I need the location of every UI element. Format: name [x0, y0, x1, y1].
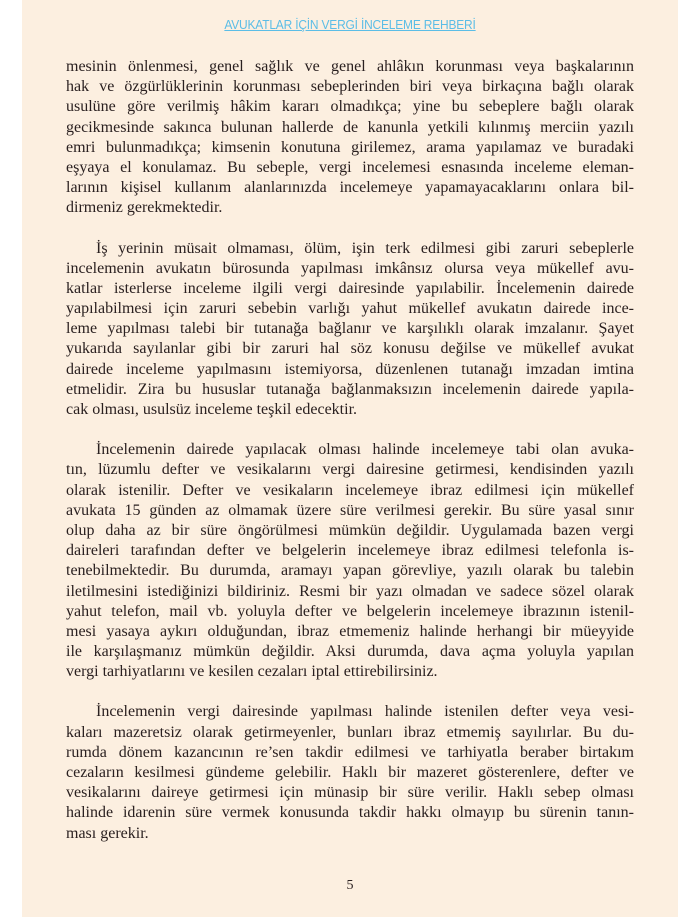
- text-line: gecikmesinde sakınca bulunan hallerde de kanunla yetkili kılınmış merciin yazılı: [66, 118, 634, 136]
- page-number: 5: [346, 878, 354, 893]
- text-line: yahut telefon, mail vb. yoluyla defter ve belgelerin incelemeye ibrazının istenil-: [66, 602, 634, 620]
- text-line: emri bulunmadıkça; kimsenin konutuna girilemez, arama yapılamaz ve buradaki: [66, 138, 634, 156]
- text-line: yukarıda sayılanlar gibi bir zaruri hal söz konusu değilse ve mükellef avukat: [66, 340, 634, 358]
- text-line: İncelemenin vergi dairesinde yapılması halinde istenilen defter veya vesi-: [96, 703, 634, 721]
- text-line: etmelidir. Zira bu hususlar tutanağa bağlanmaksızın incelemenin dairede yapıla-: [66, 380, 634, 398]
- document-page: [22, 0, 678, 917]
- text-line: mesinin önlenmesi, genel sağlık ve genel ahlâkın korunması veya başkalarının: [66, 58, 634, 75]
- text-line: olarak istenilir. Defter ve vesikaların incelemeye ibraz edilmesi için mükellef: [66, 481, 634, 499]
- text-line: yapılabilmesi için zaruri sebebin varlığı yahut mükellef avukatın dairede ince-: [66, 300, 634, 318]
- text-line: hak ve özgürlüklerinin korunması sebeplerinden biri veya birkaçına bağlı olarak: [66, 78, 634, 96]
- text-line: daireleri tarafından defter ve belgelerin incelemeye ibraz edilmesi telefonla is-: [66, 542, 634, 560]
- text-line: ile karşılaşmanız mümkün değildir. Aksi durumda, dava açma yoluyla yapılan: [66, 643, 634, 661]
- text-line: kaları mazeretsiz olarak getirmeyenler, bunları ibraz etmemiş sayılırlar. Bu du-: [66, 723, 634, 741]
- running-header: AVUKATLAR İÇİN VERGİ İNCELEME REHBERİ: [224, 17, 476, 32]
- text-line: mesi yasaya aykırı olduğundan, ibraz etmemeniz halinde herhangi bir müeyyide: [66, 622, 634, 640]
- text-line: iletilmesini istediğinizi bildiriniz. Resmi bir yazı olmadan ve sadece sözel olarak: [66, 582, 634, 600]
- text-line: vergi tarhiyatlarını ve kesilen cezaları iptal ettirebilirsiniz.: [66, 663, 438, 681]
- text-line: vesikalarını daireye getirmesi için münasip bir süre verilir. Haklı sebep olması: [66, 784, 634, 802]
- text-line: katlar isterlerse inceleme ilgili vergi dairesinde yapılabilir. İncelemenin dairede: [66, 279, 634, 297]
- paragraph: [66, 57, 634, 219]
- text-line: ması gerekir.: [66, 824, 149, 842]
- text-line: leme yapılması talebi bir tutanağa bağlanır ve karşılıklı olarak imzalanır. Şayet: [66, 320, 634, 338]
- text-line: avukata 15 günden az olmamak üzere süre verilmesi gerekir. Bu süre yasal sınır: [66, 501, 634, 519]
- text-line: İş yerinin müsait olmaması, ölüm, işin terk edilmesi gibi zaruri sebeplerle: [96, 239, 634, 257]
- text-line: tenebilmektedir. Bu durumda, aramayı yapan görevliye, yazılı olarak bu talebin: [66, 562, 634, 580]
- text-line: eşyaya el konulamaz. Bu sebeple, vergi incelemesi esnasında inceleme eleman-: [66, 158, 634, 176]
- text-line: halinde idarenin süre vermek konusunda takdir hakkı olmayıp bu sürenin tanın-: [66, 804, 634, 822]
- paragraph: [66, 239, 634, 421]
- text-line: dairede inceleme yapılmasını istemiyorsa, düzenlenen tutanağı imzadan imtina: [66, 360, 634, 378]
- text-line: usulüne göre verilmiş hâkim kararı olmadıkça; yine bu sebeplere bağlı olarak: [66, 98, 634, 116]
- paragraph: [66, 440, 634, 682]
- text-line: cezaların kesilmesi gündeme gelebilir. Haklı bir mazeret gösterenlere, defter ve: [66, 764, 634, 781]
- text-line: dirmeniz gerekmektedir.: [66, 199, 223, 217]
- text-line: olup daha az bir süre öngörülmesi mümkün değildir. Uygulamada bazen vergi: [66, 521, 634, 539]
- body-text: [66, 57, 634, 864]
- text-line: incelemenin avukatın bürosunda yapılması imkânsız olursa veya mükellef avu-: [66, 259, 634, 277]
- text-line: larının kişisel kullanım alanlarınızda incelemeye yapamayacaklarını onlara bil-: [66, 179, 634, 197]
- paragraph: [66, 702, 634, 843]
- text-line: rumda dönem kazancının re’sen takdir edilmesi ve tarhiyatla beraber birtakım: [66, 743, 634, 761]
- text-line: cak olması, usulsüz inceleme teşkil edecektir.: [66, 401, 358, 418]
- text-line: İncelemenin dairede yapılacak olması halinde incelemeye tabi olan avuka-: [96, 441, 634, 459]
- text-line: tın, lüzumlu defter ve vesikalarını vergi dairesine getirmesi, kendisinden yazılı: [66, 461, 634, 479]
